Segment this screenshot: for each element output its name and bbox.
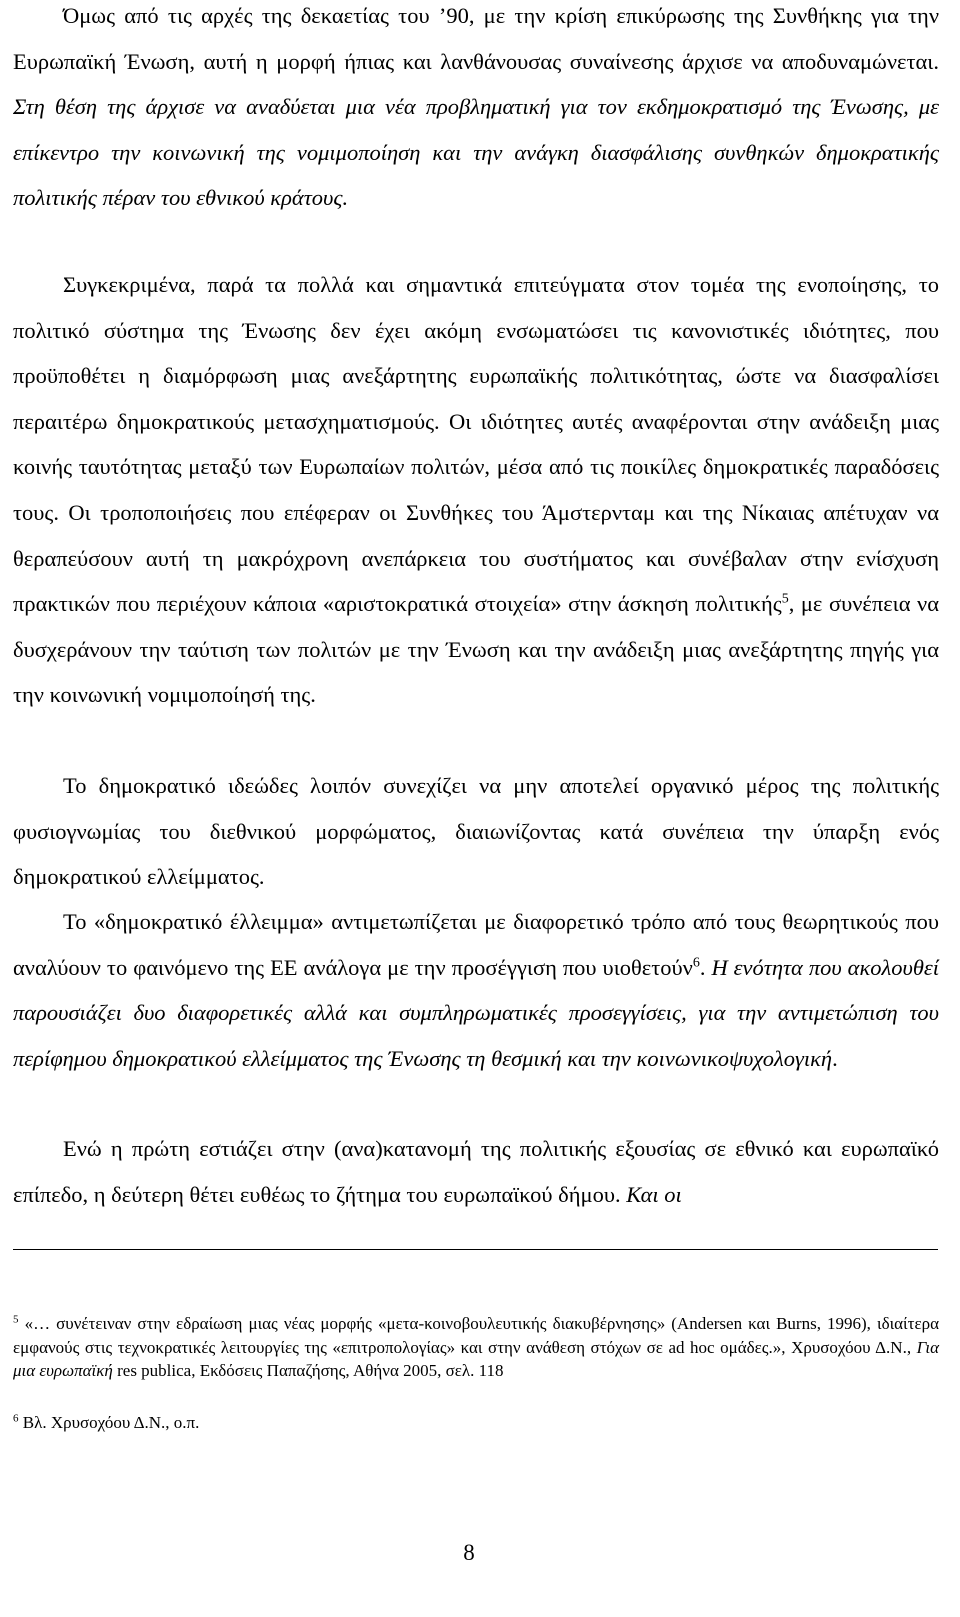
paragraph-4-period: . bbox=[699, 954, 706, 980]
paragraph-1-italic: Στη θέση της άρχισε να αναδύεται μια νέα προβληματική για τον εκδημοκρατισμό της Ένωσης, με επίκεντρο την κοινωνική της νομιμοποίηση και την ανάγκη διασφάλισης συνθηκών δημοκρατικής πολιτικής πέραν του εθνικού κράτους. bbox=[13, 94, 939, 211]
paragraph-5 bbox=[13, 1126, 939, 1217]
paragraph-5-text: Ενώ η πρώτη εστιάζει στην (ανα)κατανομή της πολιτικής εξουσίας σε εθνικό και ευρωπαϊκό επίπεδο, η δεύτερη θέτει ευθέως το ζήτημα του ευρωπαϊκού δήμου. bbox=[13, 1136, 939, 1207]
footnote-ref-5[interactable]: 5 bbox=[781, 591, 789, 607]
footnote-6 bbox=[13, 1411, 939, 1435]
footnote-ref-6[interactable]: 6 bbox=[692, 955, 700, 971]
footnote-5-italic: Για μια ευρωπαϊκή bbox=[13, 1337, 940, 1380]
footnote-separator bbox=[13, 1249, 938, 1250]
footnote-5-text: «… συνέτειναν στην εδραίωση μιας νέας μορφής «μετα-κοινοβουλευτικής διακυβέρνησης» (Andersen και Burns, 1996), ιδιαίτερα εμφανούς στις τεχνοκρατικές λειτουργίες της «επιτροπολογίας» και στην ανάθεση στόχων σε ad hoc ομάδες.», Χρυσοχόου Δ.Ν., bbox=[13, 1314, 939, 1357]
footnote-6-text: Βλ. Χρυσοχόου Δ.Ν., ο.π. bbox=[22, 1413, 200, 1432]
paragraph-4-italic: Η ενότητα που ακολουθεί παρουσιάζει δυο διαφορετικές αλλά και συμπληρωματικές προσεγγίσεις, για την αντιμετώπιση του περίφημου δημοκρατικού ελλείμματος της Ένωσης τη θεσμική και την κοινωνικοψυχολογική bbox=[13, 954, 940, 1071]
paragraph-4-end: . bbox=[832, 1045, 838, 1071]
paragraph-2-text: Συγκεκριμένα, παρά τα πολλά και σημαντικά επιτεύγματα στον τομέα της ενοποίησης, το πολιτικό σύστημα της Ένωσης δεν έχει ακόμη ενσωματώσει τις κανονιστικές ιδιότητες, που προϋποθέτει η διαμόρφωση μιας ανεξάρτητης ευρωπαϊκής πολιτικότητας, ώστε να διασφαλίσει περαιτέρω δημοκρατικούς μετασχηματισμούς. Οι ιδιότητες αυτές αναφέρονται στην ανάδειξη μιας κοινής ταυτότητας μεταξύ των Ευρωπαίων πολιτών, μέσα από τις ποικίλες δημοκρατικές παραδόσεις τους. Οι τροποποιήσεις που επέφεραν οι Συνθήκες του Άμστερνταμ και της Νίκαιας απέτυχαν να θεραπεύσουν αυτή τη μακρόχρονη ανεπάρκεια του συστήματος και συνέβαλαν στην ενίσχυση πρακτικών που περιέχουν κάποια «αριστοκρατικά στοιχεία» στην άσκηση πολιτικής bbox=[13, 272, 939, 617]
footnote-5 bbox=[13, 1312, 939, 1383]
paragraph-4 bbox=[13, 899, 939, 1081]
footnote-5-text-end: res publica, Εκδόσεις Παπαζήσης, Αθήνα 2005, σελ. 118 bbox=[117, 1361, 504, 1380]
paragraph-2 bbox=[13, 262, 939, 718]
paragraph-1-text: Όμως από τις αρχές της δεκαετίας του ’90, με την κρίση επικύρωσης της Συνθήκης για την Ευρωπαϊκή Ένωση, αυτή η μορφή ήπιας και λανθάνουσας συναίνεσης άρχισε να αποδυναμώνεται. bbox=[13, 3, 939, 74]
footnote-6-number: 6 bbox=[13, 1412, 19, 1425]
paragraph-1 bbox=[13, 0, 939, 221]
page-number: 8 bbox=[463, 1540, 475, 1565]
paragraph-5-italic: Και οι bbox=[626, 1181, 682, 1207]
paragraph-4-text: Το «δημοκρατικό έλλειμμα» αντιμετωπίζεται με διαφορετικό τρόπο από τους θεωρητικούς που αναλύουν το φαινόμενο της ΕΕ ανάλογα με την προσέγγιση που υιοθετούν bbox=[13, 909, 939, 980]
paragraph-3: Το δημοκρατικό ιδεώδες λοιπόν συνεχίζει να μην αποτελεί οργανικό μέρος της πολιτικής φυσιογνωμίας του διεθνικού μορφώματος, διαιωνίζοντας κατά συνέπεια την ύπαρξη ενός δημοκρατικού ελλείμματος. bbox=[13, 773, 939, 890]
footnote-5-number: 5 bbox=[13, 1313, 19, 1326]
paragraph-2-text-end: , με συνέπεια να δυσχεράνουν την ταύτιση των πολιτών με την Ένωση και την ανάδειξη μιας ανεξάρτητης πηγής για την κοινωνική νομιμοποίησή της. bbox=[13, 591, 940, 708]
